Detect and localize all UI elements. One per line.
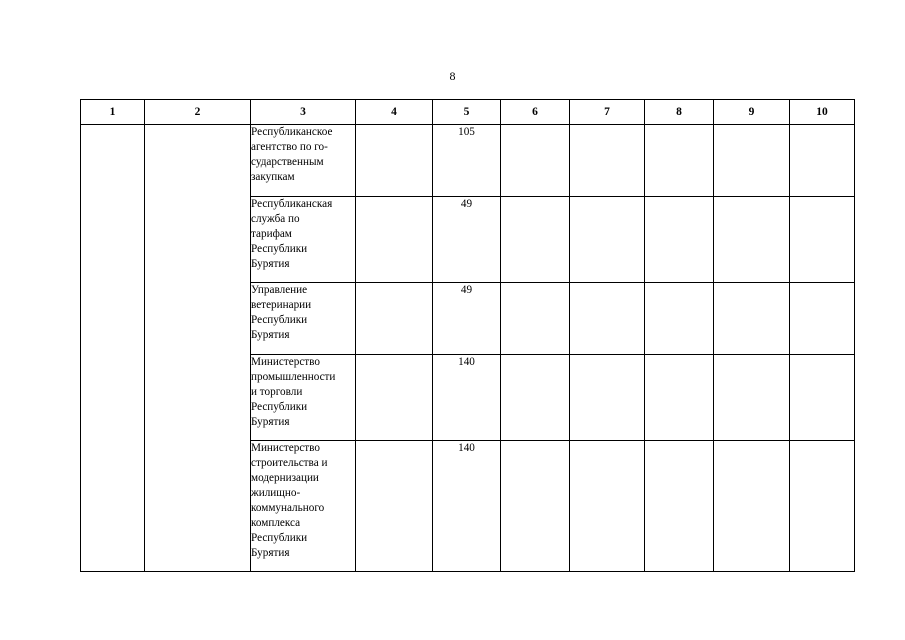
cell-col8 xyxy=(645,441,714,572)
org-line: Министерство xyxy=(251,356,320,368)
org-line: Республиканское xyxy=(251,126,333,138)
organization-name xyxy=(251,197,356,283)
org-line: Бурятия xyxy=(251,329,290,341)
cell-col5-value: 105 xyxy=(433,125,501,197)
header-cell-1: 1 xyxy=(81,100,145,125)
organization-name xyxy=(251,441,356,572)
cell-col10 xyxy=(790,197,855,283)
cell-col8 xyxy=(645,283,714,355)
org-line: коммунального xyxy=(251,502,325,514)
org-line: Республики xyxy=(251,243,308,255)
org-line: тарифам xyxy=(251,228,292,240)
org-line: Республики xyxy=(251,401,308,413)
cell-col6 xyxy=(501,197,570,283)
header-row xyxy=(81,100,855,125)
cell-col10 xyxy=(790,441,855,572)
org-line: сударственным xyxy=(251,156,324,168)
org-line: Республики xyxy=(251,314,308,326)
cell-col5-value: 49 xyxy=(433,197,501,283)
org-line: ветеринарии xyxy=(251,299,312,311)
cell-col9 xyxy=(714,197,790,283)
header-cell-3: 3 xyxy=(251,100,356,125)
organization-name xyxy=(251,125,356,197)
table-row xyxy=(81,125,855,197)
header-cell-7: 7 xyxy=(570,100,645,125)
org-line: закупкам xyxy=(251,171,295,183)
cell-col9 xyxy=(714,283,790,355)
org-line: промышленности xyxy=(251,371,336,383)
org-line: строительства и xyxy=(251,457,328,469)
header-cell-2: 2 xyxy=(145,100,251,125)
header-cell-8: 8 xyxy=(645,100,714,125)
cell-col4 xyxy=(356,125,433,197)
org-line: служба по xyxy=(251,213,300,225)
header-cell-10: 10 xyxy=(790,100,855,125)
cell-col8 xyxy=(645,197,714,283)
cell-col7 xyxy=(570,441,645,572)
org-line: Республиканская xyxy=(251,198,333,210)
org-line: Управление xyxy=(251,284,308,296)
cell-col7 xyxy=(570,283,645,355)
cell-col5-value: 140 xyxy=(433,355,501,441)
cell-col4 xyxy=(356,283,433,355)
cell-col6 xyxy=(501,355,570,441)
cell-col4 xyxy=(356,355,433,441)
org-line: Бурятия xyxy=(251,416,290,428)
budget-table xyxy=(80,99,855,572)
org-line: и торговли xyxy=(251,386,303,398)
cell-col2-merged xyxy=(145,125,251,572)
cell-col5-value: 140 xyxy=(433,441,501,572)
header-cell-4: 4 xyxy=(356,100,433,125)
cell-col7 xyxy=(570,125,645,197)
cell-col5-value: 49 xyxy=(433,283,501,355)
organization-name xyxy=(251,283,356,355)
org-line: агентство по го- xyxy=(251,141,328,153)
cell-col6 xyxy=(501,441,570,572)
org-line: Республики xyxy=(251,532,308,544)
org-line: Бурятия xyxy=(251,258,290,270)
cell-col9 xyxy=(714,441,790,572)
organization-name xyxy=(251,355,356,441)
cell-col9 xyxy=(714,355,790,441)
cell-col10 xyxy=(790,283,855,355)
cell-col10 xyxy=(790,355,855,441)
org-line: модернизации xyxy=(251,472,319,484)
cell-col8 xyxy=(645,355,714,441)
org-line: Бурятия xyxy=(251,547,290,559)
cell-col10 xyxy=(790,125,855,197)
org-line: жилищно- xyxy=(251,487,301,499)
cell-col6 xyxy=(501,283,570,355)
page-number: 8 xyxy=(449,69,456,83)
org-line: Министерство xyxy=(251,442,320,454)
header-cell-5: 5 xyxy=(433,100,501,125)
cell-col9 xyxy=(714,125,790,197)
header-cell-6: 6 xyxy=(501,100,570,125)
cell-col1-merged xyxy=(81,125,145,572)
cell-col7 xyxy=(570,197,645,283)
cell-col6 xyxy=(501,125,570,197)
cell-col4 xyxy=(356,441,433,572)
cell-col4 xyxy=(356,197,433,283)
cell-col8 xyxy=(645,125,714,197)
cell-col7 xyxy=(570,355,645,441)
header-cell-9: 9 xyxy=(714,100,790,125)
org-line: комплекса xyxy=(251,517,301,529)
